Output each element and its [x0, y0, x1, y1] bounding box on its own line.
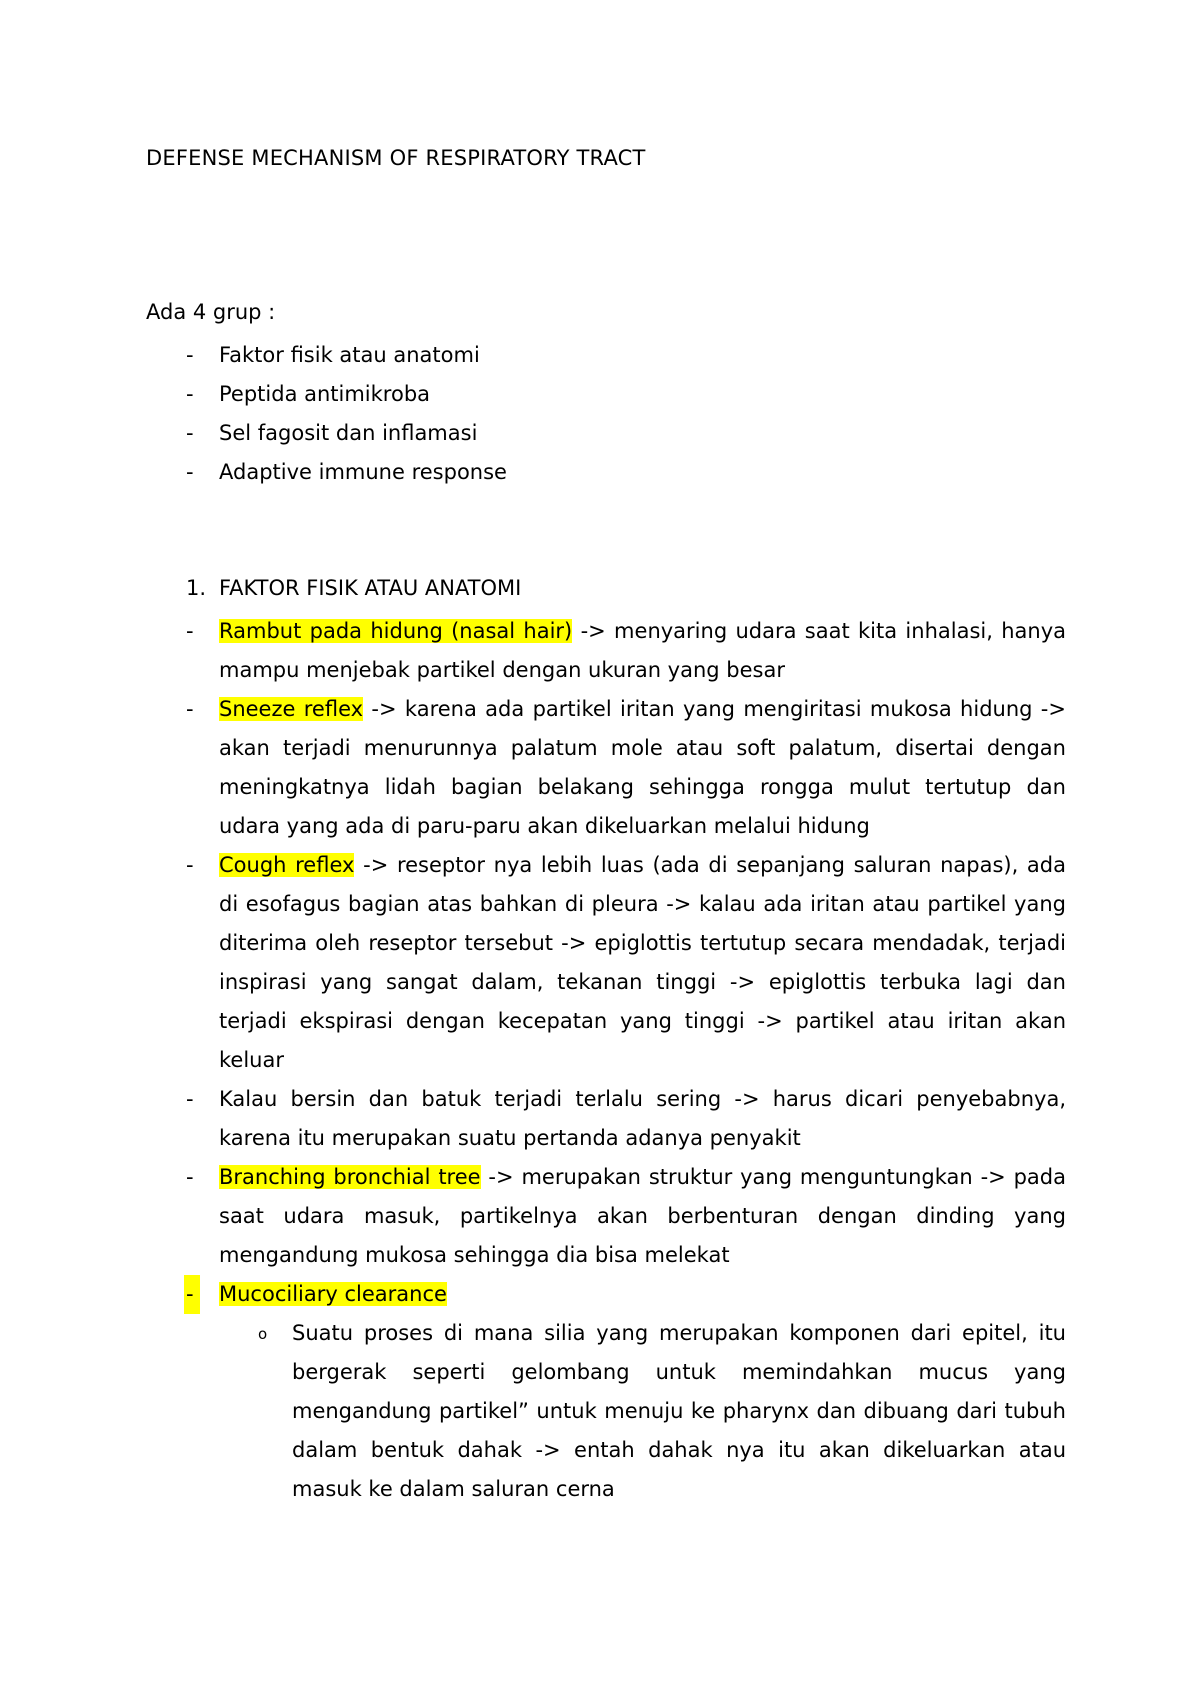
item-text: Kalau bersin dan batuk terjadi terlalu sering -> harus dicari penyebabnya, karena itu merupakan suatu pertanda adanya penyakit	[219, 1087, 1066, 1150]
dash-bullet: -	[186, 1087, 194, 1111]
group-label: Faktor fisik atau anatomi	[219, 343, 480, 367]
group-list	[146, 340, 1066, 496]
section-physical-factors	[146, 573, 1066, 1509]
dash-bullet: -	[186, 619, 194, 643]
group-label: Adaptive immune response	[219, 460, 507, 484]
group-label: Peptida antimikroba	[219, 382, 431, 406]
dash-bullet: -	[186, 343, 194, 367]
list-item-branching-bronchial-tree	[146, 1158, 1066, 1275]
section-heading	[146, 573, 1066, 612]
item-text: -> merupakan struktur yang menguntungkan -> pada saat udara masuk, partikelnya akan berbenturan dengan dinding yang mengandung mukosa sehingga dia bisa melekat	[219, 1165, 1066, 1267]
highlighted-term: Rambut pada hidung (nasal hair)	[219, 619, 573, 643]
list-item-frequent-sneeze-cough	[146, 1080, 1066, 1158]
circle-bullet-icon: o	[258, 1325, 268, 1343]
list-item	[146, 340, 1066, 379]
intro-text: Ada 4 grup :	[146, 300, 276, 324]
dash-bullet: -	[186, 460, 194, 484]
dash-bullet: -	[186, 697, 194, 721]
list-item-cough-reflex	[146, 846, 1066, 1080]
section-number: 1.	[186, 576, 207, 600]
document-title: DEFENSE MECHANISM OF RESPIRATORY TRACT	[146, 146, 646, 170]
list-item-mucociliary-clearance	[146, 1275, 1066, 1314]
dash-bullet: -	[186, 382, 194, 406]
section-heading-text: FAKTOR FISIK ATAU ANATOMI	[219, 576, 522, 600]
sub-item-text: Suatu proses di mana silia yang merupakan komponen dari epitel, itu bergerak seperti gelombang untuk memindahkan mucus yang mengandung partikel” untuk menuju ke pharynx dan dibuang dari tubuh dalam bentuk dahak -> entah dahak nya itu akan dikeluarkan atau masuk ke dalam saluran cerna	[292, 1321, 1066, 1501]
item-text: -> menyaring udara saat kita inhalasi, hanya mampu menjebak partikel dengan ukuran yang besar	[219, 619, 1066, 682]
highlighted-term: Sneeze reflex	[219, 697, 364, 721]
list-item	[146, 379, 1066, 418]
list-item	[146, 418, 1066, 457]
highlighted-term: Mucociliary clearance	[219, 1282, 447, 1306]
sub-list-item	[146, 1314, 1066, 1509]
list-item-sneeze-reflex	[146, 690, 1066, 846]
dash-bullet: -	[186, 1165, 194, 1189]
highlighted-term: Branching bronchial tree	[219, 1165, 481, 1189]
dash-bullet: -	[186, 853, 194, 877]
list-item-nasal-hair	[146, 612, 1066, 690]
item-text: -> reseptor nya lebih luas (ada di sepanjang saluran napas), ada di esofagus bagian atas bahkan di pleura -> kalau ada iritan atau partikel yang diterima oleh reseptor tersebut -> epiglottis tertutup secara mendadak, terjadi inspirasi yang sangat dalam, tekanan tinggi -> epiglottis terbuka lagi dan terjadi ekspirasi dengan kecepatan yang tinggi -> partikel atau iritan akan keluar	[219, 853, 1066, 1072]
group-label: Sel fagosit dan inflamasi	[219, 421, 478, 445]
item-text: -> karena ada partikel iritan yang mengiritasi mukosa hidung -> akan terjadi menurunnya palatum mole atau soft palatum, disertai dengan meningkatnya lidah bagian belakang sehingga rongga mulut tertutup dan udara yang ada di paru-paru akan dikeluarkan melalui hidung	[219, 697, 1066, 838]
dash-bullet: -	[186, 421, 194, 445]
dash-bullet: -	[184, 1275, 200, 1314]
list-item	[146, 457, 1066, 496]
highlighted-term: Cough reflex	[219, 853, 355, 877]
